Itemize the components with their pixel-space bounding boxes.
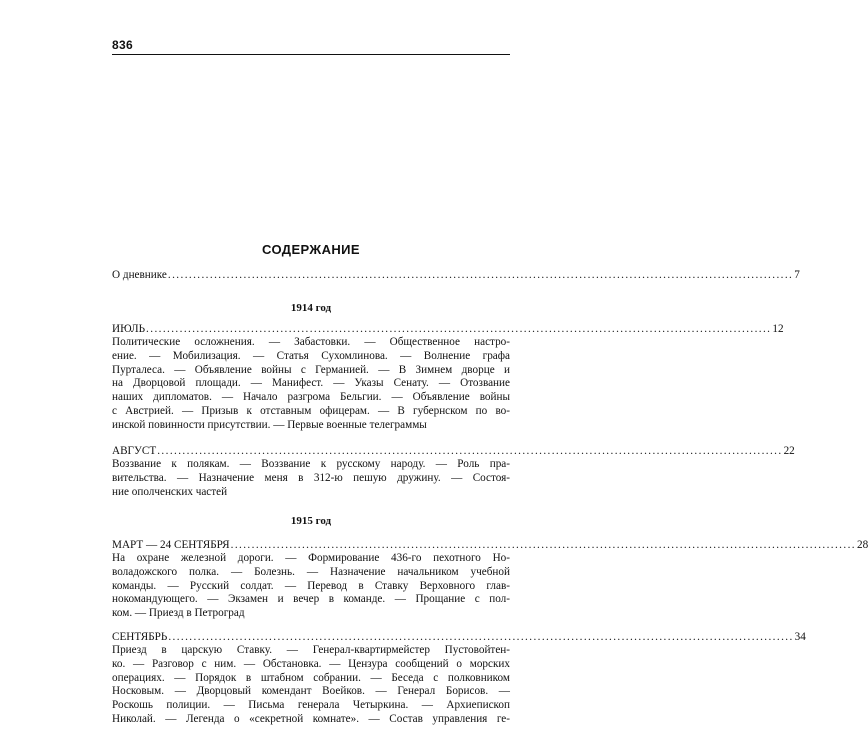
summary-line: операциях. — Порядок в штабном собрании. — Беседа с полковником bbox=[112, 671, 510, 684]
summary-line: команды. — Русский солдат. — Перевод в Ставку Верховного глав- bbox=[112, 579, 510, 592]
summary-line: с Австрией. — Призыв к отставным офицерам. — В губернском по во- bbox=[112, 404, 510, 417]
summary-line: Политические осложнения. — Забастовки. — Общественное настро- bbox=[112, 336, 510, 348]
year-heading-1914: 1914 год bbox=[290, 302, 332, 314]
toc-entry-page: 12 bbox=[772, 323, 784, 335]
july-summary bbox=[112, 336, 510, 433]
leader-dots: ..................................................................................................................................................... bbox=[146, 323, 772, 335]
leader-dots: ..................................................................................................................................................... bbox=[167, 269, 794, 281]
summary-line: ние ополченских частей bbox=[112, 485, 228, 498]
summary-line: наших дипломатов. — Начало разгрома Бельгии. — Объявление войны bbox=[112, 391, 510, 404]
toc-entry-title: ИЮЛЬ bbox=[112, 323, 146, 335]
summary-line: Николай. — Легенда о «секретной комнате». — Состав управления ге- bbox=[112, 712, 510, 725]
march-summary bbox=[112, 552, 510, 621]
toc-entry-title: МАРТ — 24 СЕНТЯБРЯ bbox=[112, 539, 230, 551]
september-summary bbox=[112, 644, 510, 727]
toc-entry-title: СЕНТЯБРЬ bbox=[112, 631, 168, 643]
page-number: 836 bbox=[112, 38, 133, 52]
header-rule bbox=[112, 54, 510, 55]
toc-entry-page: 22 bbox=[783, 445, 795, 457]
toc-entry-about bbox=[112, 268, 800, 282]
year-heading-1915: 1915 год bbox=[290, 515, 332, 527]
toc-entry-july bbox=[112, 322, 784, 336]
summary-line: на Дворцовой площади. — Манифест. — Указы Сенату. — Отозвание bbox=[112, 377, 510, 390]
summary-line: нокомандующего. — Экзамен и вечер в команде. — Прощание с пол- bbox=[112, 593, 510, 606]
toc-entry-title: АВГУСТ bbox=[112, 445, 157, 457]
summary-line: воладожского полка. — Болезнь. — Назначение начальником учебной bbox=[112, 565, 510, 578]
summary-line: На охране железной дороги. — Формирование 436-го пехотного Но- bbox=[112, 552, 510, 564]
leader-dots: ..................................................................................................................................................... bbox=[230, 539, 856, 551]
toc-entry-september bbox=[112, 630, 806, 644]
summary-line: Приезд в царскую Ставку. — Генерал-квартирмейстер Пустовойтен- bbox=[112, 644, 510, 656]
summary-line: Пурталеса. — Объявление войны с Германией. — В Зимнем дворце и bbox=[112, 363, 510, 376]
summary-line: вительства. — Назначение меня в 312-ю пешую дружину. — Состоя- bbox=[112, 471, 510, 484]
toc-entry-page: 34 bbox=[794, 631, 806, 643]
toc-entry-title: О дневнике bbox=[112, 269, 167, 281]
august-summary bbox=[112, 458, 510, 499]
toc-entry-page: 28 bbox=[856, 539, 868, 551]
toc-entry-march bbox=[112, 538, 868, 552]
summary-line: Воззвание к полякам. — Воззвание к русскому народу. — Роль пра- bbox=[112, 458, 510, 470]
summary-line: инской повинности присутствии. — Первые военные телеграммы bbox=[112, 418, 427, 431]
leader-dots: ..................................................................................................................................................... bbox=[168, 631, 794, 643]
leader-dots: ..................................................................................................................................................... bbox=[157, 445, 783, 457]
summary-line: ение. — Мобилизация. — Статья Сухомлинова. — Волнение графа bbox=[112, 349, 510, 362]
summary-line: Носковым. — Дворцовый комендант Воейков. — Генерал Борисов. — bbox=[112, 685, 510, 698]
toc-entry-page: 7 bbox=[794, 269, 800, 281]
summary-line: Роскошь полиции. — Письма генерала Четыркина. — Архиепископ bbox=[112, 699, 510, 712]
toc-entry-august bbox=[112, 444, 795, 458]
contents-heading: СОДЕРЖАНИЕ bbox=[262, 242, 360, 257]
summary-line: ком. — Приезд в Петроград bbox=[112, 607, 245, 620]
summary-line: ко. — Разговор с ним. — Обстановка. — Цензура сообщений о морских bbox=[112, 657, 510, 670]
